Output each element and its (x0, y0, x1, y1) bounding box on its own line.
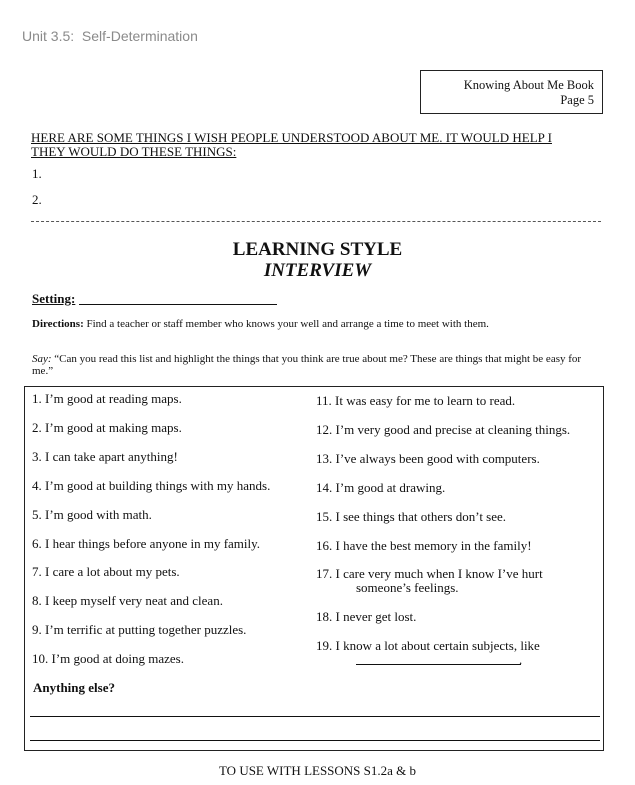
say-label: Say: (32, 353, 52, 365)
wish-item-2: 2. (32, 192, 42, 207)
setting-blank[interactable] (79, 304, 277, 305)
page-subtitle: INTERVIEW (263, 260, 372, 281)
list-item: 4. I’m good at building things with my hands. (32, 478, 271, 493)
subjects-blank[interactable] (356, 664, 521, 665)
answer-line[interactable] (30, 716, 600, 717)
list-item: 8. I keep myself very neat and clean. (32, 593, 223, 608)
list-item: 12. I’m very good and precise at cleaning things. (316, 422, 571, 437)
answer-line[interactable] (30, 740, 600, 741)
list-item: 19. I know a lot about certain subjects, like (316, 638, 540, 653)
list-item: 17. I care very much when I know I’ve hurt (316, 566, 543, 581)
setting-label: Setting: (32, 291, 76, 306)
wish-item-1: 1. (32, 166, 42, 181)
subjects-blank-period: . (519, 652, 523, 667)
page-title: LEARNING STYLE (232, 239, 403, 260)
book-title-box (420, 70, 603, 114)
anything-else-label: Anything else? (33, 680, 115, 695)
list-item: 9. I’m terrific at putting together puzzles. (32, 622, 247, 637)
list-item: 2. I’m good at making maps. (32, 420, 182, 435)
page-label: Page 5 (560, 93, 594, 107)
list-item: 5. I’m good with math. (32, 507, 152, 522)
say-text: “Can you read this list and highlight the things that you think are true about me? These are things that might be easy for me.” (32, 353, 582, 377)
list-item: 16. I have the best memory in the family! (316, 538, 532, 553)
directions (32, 318, 602, 330)
section-divider (31, 221, 601, 222)
directions-label: Directions: (32, 318, 84, 330)
wishes-heading (31, 131, 601, 159)
list-item: 1. I’m good at reading maps. (32, 391, 182, 406)
list-item: 6. I hear things before anyone in my family. (32, 536, 261, 551)
lessons-footer: TO USE WITH LESSONS S1.2a & b (218, 763, 417, 778)
list-item: 3. I can take apart anything! (32, 449, 178, 464)
list-item: 13. I’ve always been good with computers. (316, 451, 540, 466)
say-prompt (32, 353, 602, 377)
list-item: 10. I’m good at doing mazes. (32, 651, 184, 666)
wishes-heading-line-2: THEY WOULD DO THESE THINGS: (31, 144, 237, 159)
wishes-heading-line-1: HERE ARE SOME THINGS I WISH PEOPLE UNDERSTOOD ABOUT ME. IT WOULD HELP I (31, 130, 552, 145)
book-title: Knowing About Me Book (463, 78, 594, 92)
list-item: 11. It was easy for me to learn to read. (316, 393, 516, 408)
unit-label: Unit 3.5: Self-Determination (22, 28, 198, 44)
list-item: 18. I never get lost. (316, 609, 417, 624)
list-item: 15. I see things that others don’t see. (316, 509, 507, 524)
list-item: 14. I’m good at drawing. (316, 480, 446, 495)
list-item-continuation: someone’s feelings. (356, 580, 459, 595)
list-item: 7. I care a lot about my pets. (32, 564, 180, 579)
directions-text: Find a teacher or staff member who knows your well and arrange a time to meet with them. (83, 318, 489, 330)
